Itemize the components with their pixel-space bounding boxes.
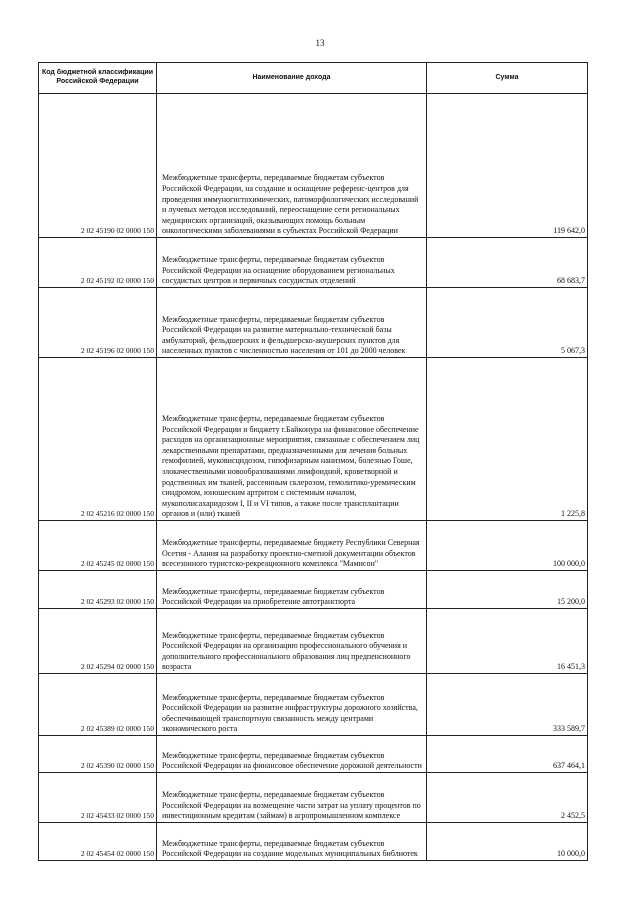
- row-name: Межбюджетные трансферты, передаваемые бюджетам субъектов Российской Федерации на развитие материально-технической базы амбулаторий, фельдшерских и фельдшерско-акушерских пунктов для населенных пунктов с численностью населения от 101 до 2000 человек: [157, 288, 427, 358]
- row-amount: 5 067,3: [427, 288, 588, 358]
- table-row: [39, 571, 588, 609]
- row-amount: 100 000,0: [427, 521, 588, 571]
- table-row: [39, 358, 588, 521]
- row-amount: 16 451,3: [427, 609, 588, 674]
- row-name: Межбюджетные трансферты, передаваемые бюджетам субъектов Российской Федерации на создание модельных муниципальных библиотек: [157, 823, 427, 861]
- row-name: Межбюджетные трансферты, передаваемые бюджету Республики Северная Осетия - Алания на разработку проектно-сметной документации объектов всесезонного туристско-рекреационного комплекса "Мамисон": [157, 521, 427, 571]
- row-code: 2 02 45245 02 0000 150: [39, 521, 157, 571]
- table-row: [39, 288, 588, 358]
- row-name: Межбюджетные трансферты, передаваемые бюджетам субъектов Российской Федерации и бюджету г.Байконура на финансовое обеспечение расходов на организационные мероприятия, связанные с обеспечением лиц лекарственными препаратами, предназначенными для лечения больных гемофилией, муковисцидозом, гипофизарным нанизмом, болезнью Гоше, злокачественными новообразованиями лимфоидной, кроветворной и родственных им тканей, рассеянным склерозом, гемолитико-уремическим синдромом, юношеским артритом с системным началом, мукополисахаридозом I, II и VI типов, а также после трансплантации органов и (или) тканей: [157, 358, 427, 521]
- row-code: 2 02 45389 02 0000 150: [39, 674, 157, 736]
- row-code: 2 02 45216 02 0000 150: [39, 358, 157, 521]
- row-name: Межбюджетные трансферты, передаваемые бюджетам субъектов Российской Федерации на организацию профессионального обучения и дополнительного профессионального образования лиц предпенсионного возраста: [157, 609, 427, 674]
- row-code: 2 02 45190 02 0000 150: [39, 94, 157, 238]
- row-code: 2 02 45390 02 0000 150: [39, 736, 157, 773]
- header-amount: Сумма: [427, 63, 588, 94]
- table-row: [39, 773, 588, 823]
- row-amount: 119 642,0: [427, 94, 588, 238]
- row-amount: 333 589,7: [427, 674, 588, 736]
- row-amount: 10 000,0: [427, 823, 588, 861]
- row-code: 2 02 45196 02 0000 150: [39, 288, 157, 358]
- row-amount: 68 683,7: [427, 238, 588, 288]
- row-amount: 1 225,8: [427, 358, 588, 521]
- row-code: 2 02 45454 02 0000 150: [39, 823, 157, 861]
- row-code: 2 02 45294 02 0000 150: [39, 609, 157, 674]
- table-row: [39, 521, 588, 571]
- budget-income-table: [38, 62, 588, 861]
- table-row: [39, 736, 588, 773]
- page-number: 13: [315, 38, 325, 48]
- row-name: Межбюджетные трансферты, передаваемые бюджетам субъектов Российской Федерации на оснащение оборудованием региональных сосудистых центров и первичных сосудистых отделений: [157, 238, 427, 288]
- row-amount: 637 464,1: [427, 736, 588, 773]
- row-name: Межбюджетные трансферты, передаваемые бюджетам субъектов Российской Федерации на приобретение автотранспорта: [157, 571, 427, 609]
- table-row: [39, 674, 588, 736]
- row-name: Межбюджетные трансферты, передаваемые бюджетам субъектов Российской Федерации на возмещение части затрат на уплату процентов по инвестиционным кредитам (займам) в агропромышленном комплексе: [157, 773, 427, 823]
- row-name: Межбюджетные трансферты, передаваемые бюджетам субъектов Российской Федерации на финансовое обеспечение дорожной деятельности: [157, 736, 427, 773]
- row-code: 2 02 45192 02 0000 150: [39, 238, 157, 288]
- table-header-row: [39, 63, 588, 94]
- row-name: Межбюджетные трансферты, передаваемые бюджетам субъектов Российской Федерации на развитие инфраструктуры дорожного хозяйства, обеспечивающей транспортную связанность между центрами экономического роста: [157, 674, 427, 736]
- table-row: [39, 609, 588, 674]
- row-code: 2 02 45293 02 0000 150: [39, 571, 157, 609]
- row-name: Межбюджетные трансферты, передаваемые бюджетам субъектов Российской Федерации, на создание и оснащение референс-центров для проведения иммуногистохимических, патоморфологических исследований и лучевых методов исследований, переоснащение сети региональных медицинских организаций, оказывающих помощь больным онкологическими заболеваниями в субъектах Российской Федерации: [157, 94, 427, 238]
- header-code: Код бюджетной классификации Российской Федерации: [39, 63, 157, 94]
- row-code: 2 02 45433 02 0000 150: [39, 773, 157, 823]
- table-row: [39, 823, 588, 861]
- row-amount: 2 452,5: [427, 773, 588, 823]
- row-amount: 15 200,0: [427, 571, 588, 609]
- header-name: Наименование дохода: [157, 63, 427, 94]
- table-row: [39, 94, 588, 238]
- table-row: [39, 238, 588, 288]
